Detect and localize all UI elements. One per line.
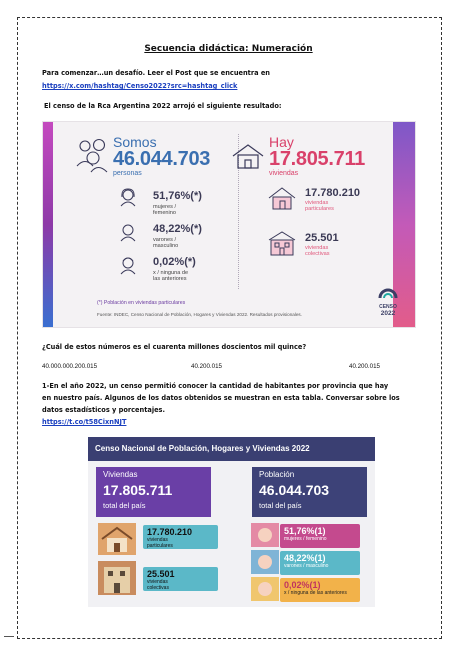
building-icon xyxy=(267,230,297,256)
tile-other-label: x / ninguna de las anteriores xyxy=(284,590,347,596)
other-label-1: x / ninguna de xyxy=(153,270,189,276)
tile-men-label: varones / masculino xyxy=(284,563,329,569)
poblacion-box-sub: total del país xyxy=(259,501,302,510)
viviendas-box xyxy=(96,467,211,517)
woman-face-icon xyxy=(251,523,279,547)
viviendas-box-sub: total del país xyxy=(103,501,146,510)
logo-word: CENSO xyxy=(379,304,397,310)
other-tile xyxy=(280,578,360,602)
hay-label: Hay xyxy=(269,134,294,150)
tile-collective-label-2: colectivas xyxy=(147,584,169,591)
private-dwellings-num: 17.780.210 xyxy=(305,187,361,199)
tile-collective-num: 25.501 xyxy=(147,569,175,579)
house-icon xyxy=(231,142,265,170)
personas-label: personas xyxy=(113,170,142,177)
men-label-1: varones / xyxy=(153,237,177,243)
other-label-2: las anteriores xyxy=(153,276,187,282)
source-note: Fuente: INDEC, Censo Nacional de Población, Hogares y Viviendas 2022. Resultados provisionales. xyxy=(97,312,302,317)
dwellings-total: 17.805.711 xyxy=(269,148,365,170)
other-percent: 0,02%(*) xyxy=(153,256,196,268)
censo-2022-logo xyxy=(373,284,403,317)
private-dwellings-tile xyxy=(143,525,218,549)
man-face-icon xyxy=(251,550,279,574)
poblacion-box-num: 46.044.703 xyxy=(259,482,330,498)
women-percent: 51,76%(*) xyxy=(153,190,202,202)
men-percent: 48,22%(*) xyxy=(153,223,202,235)
activity-line-3: datos estadísticos y porcentajes. xyxy=(42,406,165,414)
option-a: 40.000.000.200.015 xyxy=(42,363,98,370)
woman-icon xyxy=(118,187,138,207)
infographic-header: Censo Nacional de Población, Hogares y Viviendas 2022 xyxy=(88,437,375,461)
man-icon xyxy=(118,222,138,242)
women-tile xyxy=(280,524,360,548)
people-group-icon xyxy=(73,136,113,174)
viviendas-box-label: Viviendas xyxy=(103,470,138,479)
collective-dwellings-label-2: colectivas xyxy=(305,251,330,257)
census-infographic-1 xyxy=(42,121,416,328)
decor-stripe-left xyxy=(43,122,53,327)
census-intro-text: El censo de la Rca Argentina 2022 arrojó el siguiente resultado: xyxy=(44,102,282,110)
intro-text: Para comenzar…un desafío. Leer el Post que se encuentra en xyxy=(42,69,270,77)
house-particular-icon xyxy=(267,186,297,210)
question-text: ¿Cuál de estos números es el cuarenta millones doscientos mil quince? xyxy=(42,343,307,351)
tile-women-label: mujeres / femenino xyxy=(284,536,327,542)
census-infographic-2 xyxy=(88,437,375,607)
collective-dwellings-label-1: viviendas xyxy=(305,245,329,251)
somos-label: Somos xyxy=(113,134,157,150)
option-b: 40.200.015 xyxy=(191,363,222,370)
option-c: 40.200.015 xyxy=(349,363,380,370)
activity-line-2: en nuestro país. Algunos de los datos obtenidos se muestran en esta tabla. Conversar sobre los xyxy=(42,394,400,402)
poblacion-box xyxy=(252,467,367,517)
collective-dwellings-tile xyxy=(143,567,218,591)
footnote: (*) Población en viviendas particulares xyxy=(97,300,186,306)
house-photo-icon xyxy=(98,523,136,555)
person-icon xyxy=(118,255,138,275)
men-label-2: masculino xyxy=(153,243,179,249)
tile-collective-label-1: viviendas xyxy=(147,579,168,585)
viviendas-box-num: 17.805.711 xyxy=(103,482,173,498)
activity-line-1: 1-En el año 2022, un censo permitió conocer la cantidad de habitantes por provincia que hay xyxy=(42,382,389,390)
viviendas-label: viviendas xyxy=(269,170,299,177)
tile-women-pct: 51,76%(1) xyxy=(284,526,326,536)
tile-private-label-1: viviendas xyxy=(147,537,168,543)
document-title: Secuencia didáctica: Numeración xyxy=(144,44,313,54)
page-edge-mark xyxy=(4,636,14,637)
men-tile xyxy=(280,551,360,575)
hashtag-link[interactable]: https://x.com/hashtag/Censo2022?src=hashtag_click xyxy=(42,82,238,90)
women-label-1: mujeres / xyxy=(153,204,177,210)
poblacion-box-label: Población xyxy=(259,470,295,479)
tile-other-pct: 0,02%(1) xyxy=(284,580,321,590)
logo-year: 2022 xyxy=(380,310,396,317)
collective-dwellings-num: 25.501 xyxy=(305,232,339,244)
population-total: 46.044.703 xyxy=(113,148,211,170)
censo-logo-mark xyxy=(377,284,399,300)
tile-private-label-2: particulares xyxy=(147,542,173,549)
women-label-2: femenino xyxy=(153,210,177,216)
building-photo-icon xyxy=(98,561,136,595)
person-face-icon xyxy=(251,577,279,601)
private-dwellings-label-2: particulares xyxy=(305,206,334,212)
private-dwellings-label-1: viviendas xyxy=(305,200,329,206)
tco-link[interactable]: https://t.co/t58CixnNJT xyxy=(42,418,127,426)
tile-men-pct: 48,22%(1) xyxy=(284,553,326,563)
tile-private-num: 17.780.210 xyxy=(147,527,193,537)
